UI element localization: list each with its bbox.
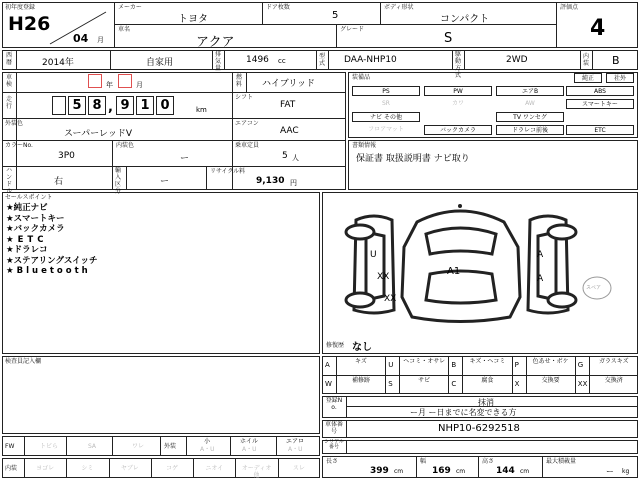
equipment-option[interactable]: ナビ その他	[352, 112, 420, 122]
width-label: 幅	[420, 458, 427, 465]
body-value: コンパクト	[440, 14, 490, 25]
damage-text: ヘコミ・オサレ	[403, 358, 446, 365]
handle-label: ハンドル	[5, 167, 12, 195]
damage-code: B	[451, 361, 457, 369]
length-unit: cm	[394, 468, 404, 475]
capacity-label: 乗車定員	[235, 142, 260, 149]
score-label: 評価点	[560, 4, 579, 11]
type-label: 型式	[318, 53, 325, 67]
damage-mark-a-upper: A	[537, 250, 544, 260]
score-value: 4	[590, 16, 606, 41]
drive-value: 2WD	[506, 55, 528, 65]
sales-point-item: ★ステアリングスイッチ	[6, 255, 98, 266]
width-unit: cm	[456, 468, 466, 475]
registration-deadline: ー月 ー日までに名変できる方	[410, 408, 517, 417]
aircon-label: エアコン	[235, 120, 259, 127]
first-reg-month: 04	[73, 32, 89, 45]
height-unit: cm	[520, 468, 530, 475]
recycle-unit: 円	[290, 179, 297, 187]
aftermarket-badge[interactable]: 社外	[606, 73, 634, 83]
fw-label: FW	[5, 443, 15, 450]
exterior-wheel-label: ホイル	[240, 438, 259, 445]
width-value: 169	[432, 466, 451, 476]
mileage-label: 走行	[5, 96, 12, 110]
max-load-unit: kg	[622, 468, 630, 475]
registration-status: 抹消	[478, 398, 494, 407]
mileage-digit-2: 8	[88, 96, 106, 115]
displacement-unit: cc	[278, 57, 286, 65]
shift-value: FAT	[280, 100, 296, 110]
exterior-color-label: 外装色	[5, 120, 24, 127]
recycle-value: 9,130	[256, 176, 285, 186]
import-label: 輸入区分	[114, 167, 121, 195]
damage-text: 交換済	[604, 377, 623, 384]
mileage-digit-4: 1	[136, 96, 154, 115]
equipment-label: 装備品	[352, 74, 371, 81]
recycle-label: リサイクル料	[210, 168, 246, 175]
damage-code: U	[388, 361, 394, 369]
shift-label: シフト	[235, 94, 254, 101]
interior-grade-value: B	[612, 54, 620, 67]
mileage-digit-empty	[52, 96, 66, 115]
registration-label: 登録No.	[325, 397, 343, 411]
capacity-value: 5	[282, 151, 288, 161]
interior-item: ヨゴレ	[36, 465, 55, 472]
damage-mark-a1: A1	[447, 266, 461, 277]
maker-label: メーカー	[118, 4, 142, 11]
mileage-comma: ,	[108, 100, 113, 115]
inspection-month-box[interactable]	[118, 74, 132, 88]
doors-value: 5	[332, 10, 339, 21]
mileage-digit-5: 0	[156, 96, 174, 115]
year-value: 2014年	[42, 58, 74, 68]
damage-mark-a-lower: A	[537, 274, 544, 284]
exterior-aero-label: エアロ	[286, 438, 305, 445]
sales-point-item: ★スマートキー	[6, 213, 65, 224]
car-diagram	[322, 192, 638, 332]
interior-label: 内装	[5, 465, 18, 472]
equipment-option[interactable]	[424, 112, 492, 122]
mileage-digit-3: 9	[116, 96, 134, 115]
damage-text: 交換要	[541, 377, 560, 384]
max-load-label: 最大積載量	[546, 458, 577, 465]
inspection-year-box[interactable]	[88, 74, 102, 88]
equipment-option[interactable]: カワ	[451, 100, 464, 107]
exterior-small-label: 小	[204, 438, 211, 445]
damage-text: キズ・ヘコミ	[469, 358, 506, 365]
interior-color-value: ー	[180, 154, 190, 164]
damage-mark-xx-rear: XX	[384, 294, 397, 304]
length-label: 長さ	[326, 458, 339, 465]
equipment-option[interactable]: エアB	[496, 86, 564, 96]
exterior-label: 外装	[164, 443, 177, 450]
sales-point-item: ★ETC	[6, 234, 48, 245]
body-label: ボディ形状	[384, 4, 414, 11]
displacement-value: 1496	[246, 55, 269, 65]
color-no-value: 3P0	[58, 151, 75, 161]
mileage-unit: km	[196, 106, 207, 114]
interior-color-label: 内装色	[116, 142, 135, 149]
equipment-option[interactable]: バックカメラ	[424, 125, 492, 135]
fw-item: トビら	[40, 443, 59, 450]
damage-code: XX	[577, 380, 588, 388]
damage-code: X	[514, 380, 520, 388]
damage-code: S	[388, 380, 393, 388]
interior-grade-label: 内装	[582, 53, 589, 67]
notes-frame	[2, 356, 320, 434]
damage-text: サビ	[418, 377, 431, 384]
maker-value: トヨタ	[178, 14, 208, 25]
displacement-label: 排気量	[214, 51, 221, 72]
serial-label: シリアル番号	[324, 439, 344, 450]
sales-point-item: ★バックカメラ	[6, 224, 65, 234]
model-name-label: 車名	[118, 26, 131, 33]
damage-code: W	[325, 380, 332, 388]
drive-label: 駆動方式	[454, 51, 461, 79]
sales-points-list	[6, 203, 98, 277]
type-value: DAA-NHP10	[344, 55, 397, 65]
equipment-option[interactable]: TV ワンセグ	[496, 112, 564, 122]
first-reg-month-unit: 月	[97, 36, 104, 44]
equipment-option[interactable]: ABS	[566, 86, 634, 96]
interior-item: スレ	[292, 465, 305, 472]
use-value: 自家用	[146, 58, 174, 68]
interior-item: コゲ	[165, 465, 178, 472]
damage-mark-u: U	[370, 250, 377, 260]
handle-value: 右	[54, 177, 64, 187]
damage-mark-xx-front: XX	[377, 272, 390, 282]
equipment-option[interactable]: PS	[352, 86, 420, 96]
equipment-option[interactable]: PW	[424, 86, 492, 96]
documents-text: 保証書 取扱説明書 ナビ取り	[356, 154, 470, 164]
interior-item: シミ	[81, 465, 94, 472]
model-name-value: アクア	[196, 35, 235, 50]
height-label: 高さ	[482, 458, 495, 465]
equipment-option[interactable]: フロアマット	[368, 126, 404, 133]
exterior-aero-sub: A・U	[288, 446, 303, 453]
damage-code: P	[514, 361, 519, 369]
equipment-option[interactable]: スマートキー	[566, 99, 634, 109]
damage-text: 補修跡	[351, 377, 370, 384]
height-value: 144	[496, 466, 515, 476]
serial-frame	[322, 440, 638, 454]
exterior-wheel-sub: A・U	[242, 446, 257, 453]
first-reg-era-year: H26	[8, 13, 51, 35]
length-value: 399	[370, 466, 389, 476]
fuel-label: 燃料	[235, 74, 242, 88]
sales-point-item: ★純正ナビ	[6, 203, 48, 213]
spare-tire-label: スペア	[586, 285, 602, 291]
chassis-value: NHP10-6292518	[438, 423, 520, 434]
equipment-option[interactable]	[566, 112, 634, 122]
fuel-value: ハイブリッド	[262, 79, 316, 89]
damage-code: C	[451, 380, 457, 388]
doors-label: ドア枚数	[266, 4, 290, 11]
capacity-unit: 人	[292, 154, 299, 162]
fw-item: SA	[88, 443, 97, 450]
exterior-small-sub: A・U	[200, 446, 215, 453]
inspection-label: 車検	[5, 74, 12, 88]
year-label: 西暦	[5, 52, 12, 66]
chassis-label: 車体番号	[324, 421, 343, 435]
sales-point-item: ★Bluetooth	[6, 266, 91, 276]
damage-text: 腐食	[481, 377, 494, 384]
equipment-option[interactable]: ETC	[566, 125, 634, 135]
grade-label: グレード	[340, 26, 365, 33]
mileage-digit-1: 5	[68, 96, 86, 115]
equipment-option[interactable]: ドラレコ前後	[496, 125, 564, 135]
aircon-value: AAC	[280, 126, 299, 136]
equipment-option[interactable]: AW	[525, 100, 535, 107]
max-load-value: ー	[606, 467, 614, 476]
damage-text: キズ	[355, 358, 367, 365]
repair-history-value: なし	[352, 342, 372, 353]
interior-item: オーディオ他	[241, 465, 272, 479]
damage-text: ガラスキズ	[598, 358, 629, 365]
inspection-month-unit: 月	[136, 81, 143, 89]
fw-item: ワレ	[132, 443, 145, 450]
interior-item: ヤブレ	[120, 465, 139, 472]
interior-item: ニオイ	[205, 465, 224, 472]
inspection-year-unit: 年	[106, 81, 113, 89]
import-value: ー	[160, 177, 170, 187]
genuine-badge[interactable]: 純正	[574, 73, 602, 83]
equipment-option[interactable]: SR	[382, 100, 390, 107]
notes-label: 検査員記入欄	[5, 358, 42, 365]
sales-point-item: ★ドラレコ	[6, 245, 48, 255]
damage-text: 色あせ・ボケ	[532, 358, 569, 365]
first-reg-label: 初年度登録	[5, 4, 36, 11]
exterior-color-value: スーパーレッドⅤ	[64, 129, 132, 139]
sales-points-label: セールスポイント	[5, 194, 53, 201]
documents-label: 書類情報	[352, 142, 377, 149]
damage-code: G	[577, 361, 584, 369]
damage-code: A	[325, 361, 330, 369]
color-no-label: カラーNo.	[5, 142, 33, 149]
repair-history-label: 修復歴	[326, 342, 345, 349]
documents-frame	[348, 140, 638, 190]
grade-value: S	[444, 31, 453, 46]
